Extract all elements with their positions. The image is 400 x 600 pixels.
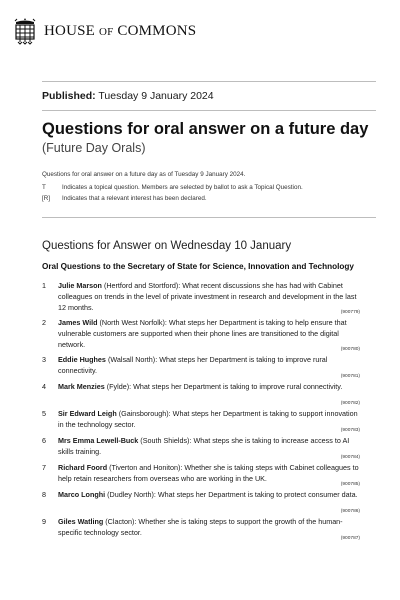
legend: [42, 184, 303, 206]
question-member: Mrs Emma Lewell-Buck: [58, 436, 139, 445]
legend-text: Indicates a topical question. Members are selected by ballot to ask a Topical Question.: [62, 184, 303, 191]
question-body: [58, 435, 360, 462]
question-ref: (900779): [340, 310, 360, 315]
question-body: [58, 489, 360, 516]
question-body: [58, 462, 360, 489]
published-label: Published:: [42, 90, 96, 102]
published-line: [42, 90, 214, 102]
question-number: 5: [42, 409, 46, 418]
question-number: 7: [42, 463, 46, 472]
question-item: [42, 462, 360, 489]
legend-divider: [42, 217, 376, 218]
question-text: What steps her Department is taking to improve rural connectivity.: [58, 355, 328, 376]
question-constituency: (Fylde):: [106, 382, 132, 391]
question-constituency: (Dudley North):: [107, 490, 156, 499]
question-number: 3: [42, 355, 46, 364]
legend-row-topical: [42, 184, 303, 195]
org-name: [44, 23, 196, 40]
section-heading: Questions for Answer on Wednesday 10 January: [42, 240, 292, 252]
question-text: What recent discussions she has had with Cabinet colleagues on trends in the level of private investment in research and development in the last 12 months.: [58, 281, 357, 313]
page-title: Questions for oral answer on a future day: [42, 120, 369, 138]
question-item: [42, 317, 360, 354]
question-body: [58, 381, 360, 408]
question-constituency: (Gainsborough):: [118, 409, 171, 418]
question-number: 6: [42, 436, 46, 445]
question-number: 1: [42, 281, 46, 290]
question-text: What steps her Department is taking to protect consumer data.: [157, 490, 358, 499]
question-number: 4: [42, 382, 46, 391]
intro-text: Questions for oral answer on a future day as of Tuesday 9 January 2024.: [42, 171, 246, 178]
question-text: Whether she is taking steps with Cabinet colleagues to help retain researchers from overseas who are working in the UK.: [58, 463, 359, 484]
question-item: [42, 408, 360, 435]
question-body: [58, 280, 360, 317]
question-body: [58, 317, 360, 354]
org-name-suffix: COMMONS: [117, 22, 197, 39]
question-constituency: (Tiverton and Honiton):: [109, 463, 183, 472]
question-item: [42, 280, 360, 317]
question-ref: (900787): [340, 536, 360, 541]
org-name-of: OF: [98, 25, 114, 38]
legend-row-interest: [42, 195, 303, 206]
top-divider: [42, 81, 376, 82]
page-subtitle: (Future Day Orals): [42, 141, 146, 155]
question-member: Mark Menzies: [58, 382, 105, 391]
org-name-prefix: HOUSE: [44, 22, 96, 39]
question-member: Julie Marson: [58, 281, 102, 290]
question-text: What steps her Department is taking to improve rural connectivity.: [133, 382, 343, 391]
question-ref: (900780): [340, 347, 360, 352]
legend-symbol: T: [42, 184, 46, 191]
question-ref: (900785): [340, 482, 360, 487]
question-member: Eddie Hughes: [58, 355, 106, 364]
questions-list: [42, 280, 360, 543]
published-divider: [42, 110, 376, 111]
legend-text: Indicates that a relevant interest has been declared.: [62, 195, 207, 202]
question-ref: (900783): [340, 428, 360, 433]
portcullis-icon: [14, 17, 36, 45]
question-member: Giles Watling: [58, 517, 104, 526]
question-constituency: (South Shields):: [140, 436, 192, 445]
question-item: [42, 354, 360, 381]
published-date: Tuesday 9 January 2024: [98, 90, 214, 102]
question-text: What steps her Department is taking to support innovation in the technology sector.: [58, 409, 358, 430]
question-body: [58, 408, 360, 435]
question-ref: (900781): [340, 374, 360, 379]
question-member: James Wild: [58, 318, 98, 327]
question-ref: (900786): [340, 509, 360, 514]
question-constituency: (Hertford and Stortford):: [103, 281, 181, 290]
question-body: [58, 516, 360, 543]
question-text: What steps she is taking to increase access to AI skills training.: [58, 436, 350, 457]
question-item: [42, 381, 360, 408]
question-text: What steps her Department is taking to help ensure that vulnerable customers are supported when their phone lines are transitioned to the digital network.: [58, 318, 347, 350]
house-of-commons-logo: [14, 14, 196, 48]
question-ref: (900784): [340, 455, 360, 460]
question-member: Sir Edward Leigh: [58, 409, 117, 418]
question-item: [42, 489, 360, 516]
legend-symbol: [R]: [42, 195, 51, 202]
question-body: [58, 354, 360, 381]
question-item: [42, 435, 360, 462]
department-heading: Oral Questions to the Secretary of State for Science, Innovation and Technology: [42, 262, 354, 271]
question-member: Richard Foord: [58, 463, 108, 472]
question-item: [42, 516, 360, 543]
question-text: Whether she is taking steps to support the growth of the human-specific technology sector.: [58, 517, 343, 538]
question-constituency: (Walsall North):: [107, 355, 158, 364]
question-number: 8: [42, 490, 46, 499]
question-ref: (900782): [340, 401, 360, 406]
question-constituency: (Clacton):: [105, 517, 137, 526]
question-number: 9: [42, 517, 46, 526]
question-number: 2: [42, 318, 46, 327]
question-constituency: (North West Norfolk):: [99, 318, 167, 327]
question-member: Marco Longhi: [58, 490, 106, 499]
